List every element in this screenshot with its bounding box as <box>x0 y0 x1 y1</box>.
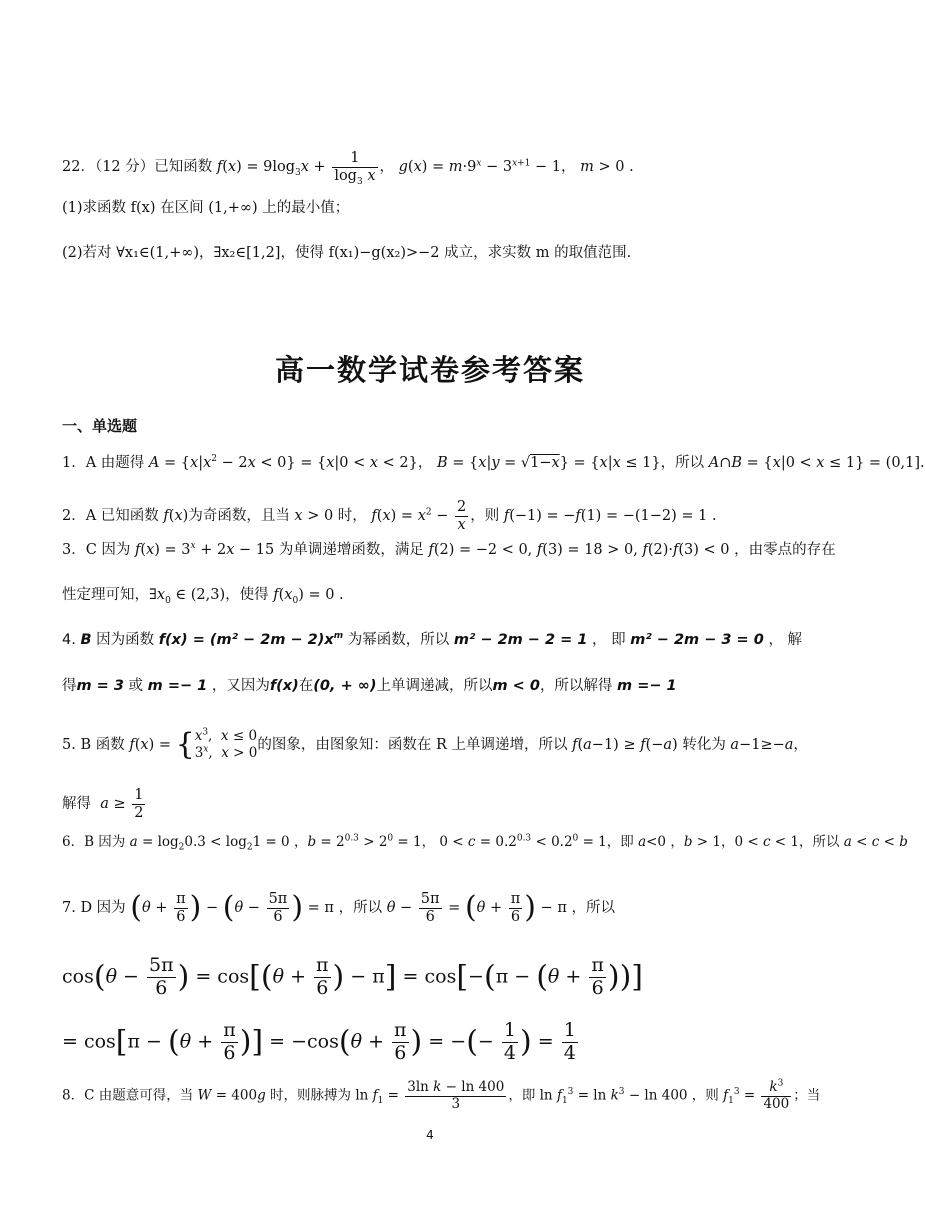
answer-2: 2．A 已知函数 f(x)为奇函数，且当 x > 0 时， $f(x) = x^2$ − $\frac{2}{x}$ ，则 f(−1) = −f(1) = −(1−2) = 1 . <box>62 499 717 533</box>
page-number: 4 <box>426 1128 434 1142</box>
answer-7-equation-1: cos(θ − $\frac{5\pi}{6}$ ) = cos[(θ + $\frac{\pi}{6}$ ) − π] = cos[−(π − (θ + $\frac{\pi}{6}$ ))] <box>62 954 644 999</box>
answer-5: 5. B 函数 $f(x) = \{x^3$, x ≤ 0 3$^x$, x > 0的图象，由图象知：函数在 R 上单调递增，所以 f(a−1) ≥ f(−a) 转化为 a−1≥−a， <box>62 726 808 762</box>
section-heading-single-choice: 一、单选题 <box>62 417 138 435</box>
answer-8: 8．C 由题意可得，当 W = 400g 时，则脉搏为 $\ln f_1$ = $\frac{\text{3ln k − ln 400}}{3}$ ，即 $\ln f_1^3 = \ln k^3 - \ln 400$ ，则 $f_1^3$ = $\frac{k^3}{400}$ ；当 <box>62 1078 821 1112</box>
answer-4-cont: 得m = 3 或 m =− 1 ，又因为f(x)在(0, + ∞)上单调递减，所以m < 0，所以解得 m =− 1 <box>62 678 677 694</box>
answer-7-equation-2: = cos[π − (θ + $\frac{\pi}{6}$ )] = −cos(θ + $\frac{\pi}{6}$ ) = −(− $\frac{1}{4}$ ) = $\frac{1}{4}$ <box>62 1019 576 1064</box>
problem-22-statement: 22．（12 分）已知函数 $f(x) = 9\log_3x$ + $\frac{1}{\log_3 x}$ ， $g(x) = m\cdot 9^x - 3^{x+1} - 1$， m > 0 . <box>62 150 634 187</box>
answer-6: 6．B 因为 $a = \log_20.3 < \log_21 = 0$ ，$b = 2^{0.3} > 2^0 = 1$， $0 < c = 0.2^{0.3} < 0.2^0 = 1$，即 a<0 ，b > 1，0 < c < 1，所以 a < c < b <box>62 833 908 853</box>
problem-22-part-1: (1)求函数 f(x) 在区间 (1,+∞) 上的最小值； <box>62 200 350 216</box>
answer-1: 1．A 由题得 $A = \{x|x^2 - 2x < 0\} = \{x|0 < x < 2\}$， B = {x|y = √1−x} = {x|x ≤ 1}，所以 A∩B = {x|0 < x ≤ 1} = (0,1]. <box>62 454 925 471</box>
answer-4: 4. B 因为函数 $f(x) = (m^2 - 2m - 2)x^m$ 为幂函数，所以 m² − 2m − 2 = 1 ， 即 m² − 2m − 3 = 0 ， 解 <box>62 631 803 648</box>
answer-5-cont: 解得 a ≥ $\frac{1}{2}$ <box>62 787 144 821</box>
answer-3: 3．C 因为 $f(x) = 3^x + 2x - 15$ 为单调递增函数，满足 f(2) = −2 < 0, f(3) = 18 > 0, f(2)·f(3) < 0 ，由零点的存在 <box>62 541 836 558</box>
answer-key-title: 高一数学试卷参考答案 <box>274 353 585 387</box>
answer-3-cont: 性定理可知，$\exists x_0$ ∈ (2,3)，使得 $f(x_0) = 0$ . <box>62 587 344 606</box>
answer-7: 7. D 因为 (θ + $\frac{\pi}{6}$ ) − (θ − $\frac{5\pi}{6}$ ) = π ，所以 θ − $\frac{5\pi}{6}$ = (θ + $\frac{\pi}{6}$ ) − π ，所以 <box>62 890 616 926</box>
problem-22-part-2: (2)若对 ∀x₁∈(1,+∞)，∃x₂∈[1,2]，使得 f(x₁)−g(x₂)>−2 成立，求实数 m 的取值范围. <box>62 245 632 261</box>
